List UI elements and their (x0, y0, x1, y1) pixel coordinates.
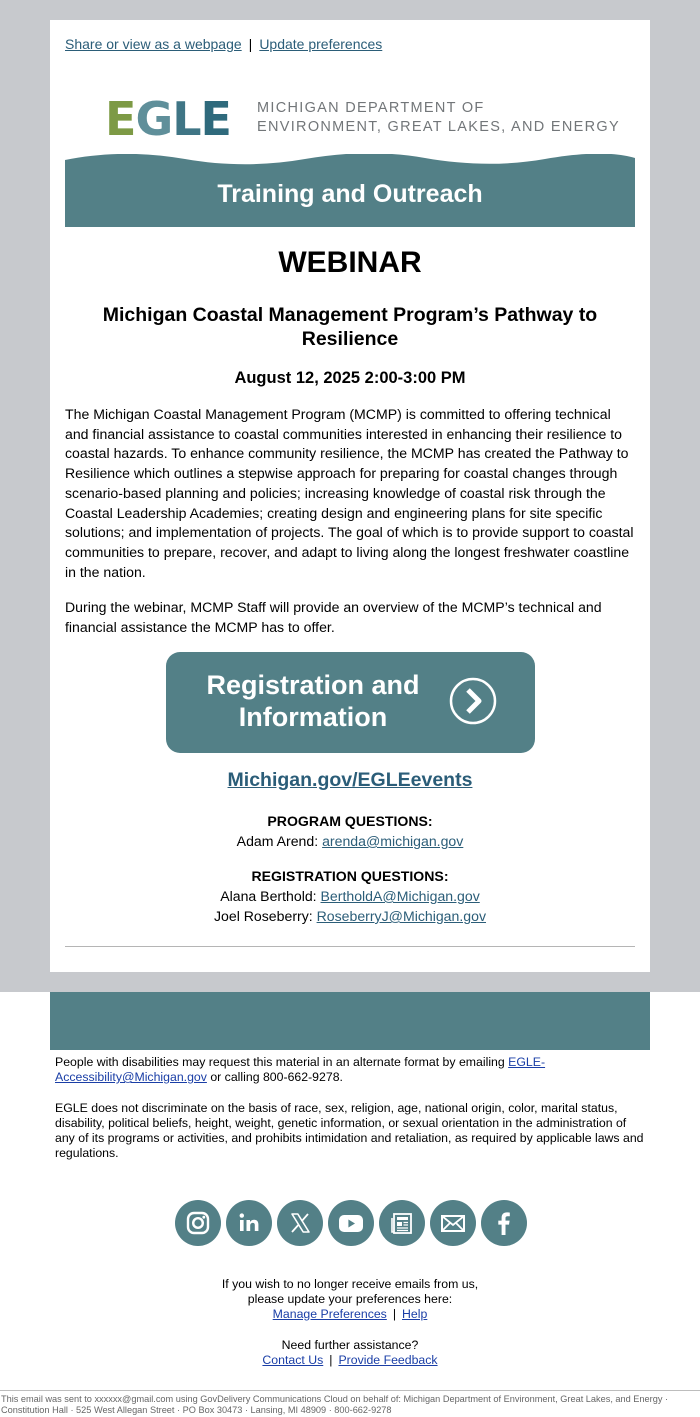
training-banner (65, 154, 635, 227)
chevron-right-icon (449, 677, 497, 725)
instagram-icon (175, 1200, 221, 1246)
bottom-footer (0, 1390, 700, 1417)
facebook-button[interactable] (481, 1200, 527, 1246)
x-icon (277, 1200, 323, 1246)
webinar-overview: During the webinar, MCMP Staff will provide an overview of the MCMP’s technical and financial assistance the MCMP has to offer. (65, 599, 602, 635)
department-name: MICHIGAN DEPARTMENT OF ENVIRONMENT, GREAT LAKES, AND ENERGY (257, 100, 620, 135)
top-links (65, 36, 382, 52)
update-preferences-link[interactable]: Update preferences (259, 36, 383, 52)
registration-button[interactable] (166, 652, 535, 753)
provide-feedback-link[interactable]: Provide Feedback (338, 1353, 438, 1367)
program-contact-name: Adam Arend: (236, 833, 323, 849)
event-title: Michigan Coastal Management Program’s Pathway to Resilience (102, 304, 598, 350)
youtube-button[interactable] (328, 1200, 374, 1246)
assistance-separator: | (329, 1353, 333, 1367)
accessibility-notice: People with disabilities may request this material in an alternate format by emailing EGLE- Accessibility@Michigan.gov or calling 800-662-9278. (55, 1055, 546, 1084)
egle-wordmark: EGLE (105, 92, 231, 146)
x-button[interactable] (277, 1200, 323, 1246)
event-description: The Michigan Coastal Management Program (MCMP) is committed to offering technical and financial assistance to coastal communities interested in enhancing their resilience to coastal hazards. To enhance community resilience, the MCMP has created the Pathway to Resilience which outlines a stepwise approach for preparing for coastal changes through scenario-based planning and policies; increasing knowledge of coastal risk through the Coastal Leadership Academies; creating design and engineering plans for site specific solutions; and implementation of projects. The goal of which is to provide support to coastal communities to prepare, recover, and adapt to living along the longest freshwater coastline in the nation. (65, 406, 634, 580)
facebook-icon (481, 1200, 527, 1246)
unsubscribe-line-2: please update your preferences here: (247, 1292, 453, 1306)
linkedin-button[interactable] (226, 1200, 272, 1246)
top-links-separator: | (248, 36, 253, 52)
footer-teal-band (50, 992, 650, 1050)
unsubscribe-separator: | (392, 1307, 397, 1321)
manage-preferences-link[interactable]: Manage Preferences (272, 1307, 387, 1321)
events-link-wrap (50, 769, 650, 792)
program-contact-email[interactable]: arenda@michigan.gov (322, 833, 464, 849)
youtube-icon (328, 1200, 374, 1246)
event-type-heading: WEBINAR (278, 246, 422, 279)
unsubscribe-section (0, 1277, 700, 1322)
registration-questions (50, 866, 650, 926)
email-icon (430, 1200, 476, 1246)
sender-info: This email was sent to xxxxxx@gmail.com using GovDelivery Communications Cloud on behalf of: Michigan Department of Environment, Great Lakes, and Energy · Constitution Hall · 525 West Allegan Street · PO Box 30473 · Lansing, MI 48909 · 800-662-9278 (1, 1394, 669, 1415)
divider (65, 946, 635, 947)
program-questions (50, 811, 650, 851)
banner-title: Training and Outreach (217, 180, 483, 208)
accessibility-email-link[interactable]: EGLE- Accessibility@Michigan.gov (55, 1055, 546, 1084)
assistance-line: Need further assistance? (281, 1338, 419, 1352)
registration-contact-name-1: Alana Berthold: (220, 888, 321, 904)
linkedin-icon (226, 1200, 272, 1246)
registration-button-label: Registration and Information (206, 670, 420, 732)
event-date: August 12, 2025 2:00-3:00 PM (234, 369, 466, 387)
email-card (50, 20, 650, 972)
share-webpage-link[interactable]: Share or view as a webpage (65, 36, 242, 52)
program-questions-heading: PROGRAM QUESTIONS: (267, 813, 433, 829)
registration-contact-email-1[interactable]: BertholdA@Michigan.gov (320, 888, 480, 904)
registration-contact-name-2: Joel Roseberry: (213, 908, 317, 924)
unsubscribe-line-1: If you wish to no longer receive emails from us, (221, 1277, 479, 1291)
contact-us-link[interactable]: Contact Us (262, 1353, 324, 1367)
assistance-section (0, 1338, 700, 1368)
newsletter-icon (379, 1200, 425, 1246)
egle-events-link[interactable]: Michigan.gov/EGLEevents (227, 769, 473, 791)
newsletter-button[interactable] (379, 1200, 425, 1246)
registration-contact-email-2[interactable]: RoseberryJ@Michigan.gov (316, 908, 487, 924)
instagram-button[interactable] (175, 1200, 221, 1246)
egle-logo (105, 92, 620, 146)
registration-questions-heading: REGISTRATION QUESTIONS: (251, 868, 449, 884)
nondiscrimination-notice: EGLE does not discriminate on the basis of race, sex, religion, age, national origin, color, marital status, disability, political beliefs, height, weight, genetic information, or sexual orientation in the administration of any of its programs or activities, and prohibits intimidation and retaliation, as required by applicable laws and regulations. (55, 1101, 644, 1160)
help-link[interactable]: Help (402, 1307, 428, 1321)
email-button[interactable] (430, 1200, 476, 1246)
